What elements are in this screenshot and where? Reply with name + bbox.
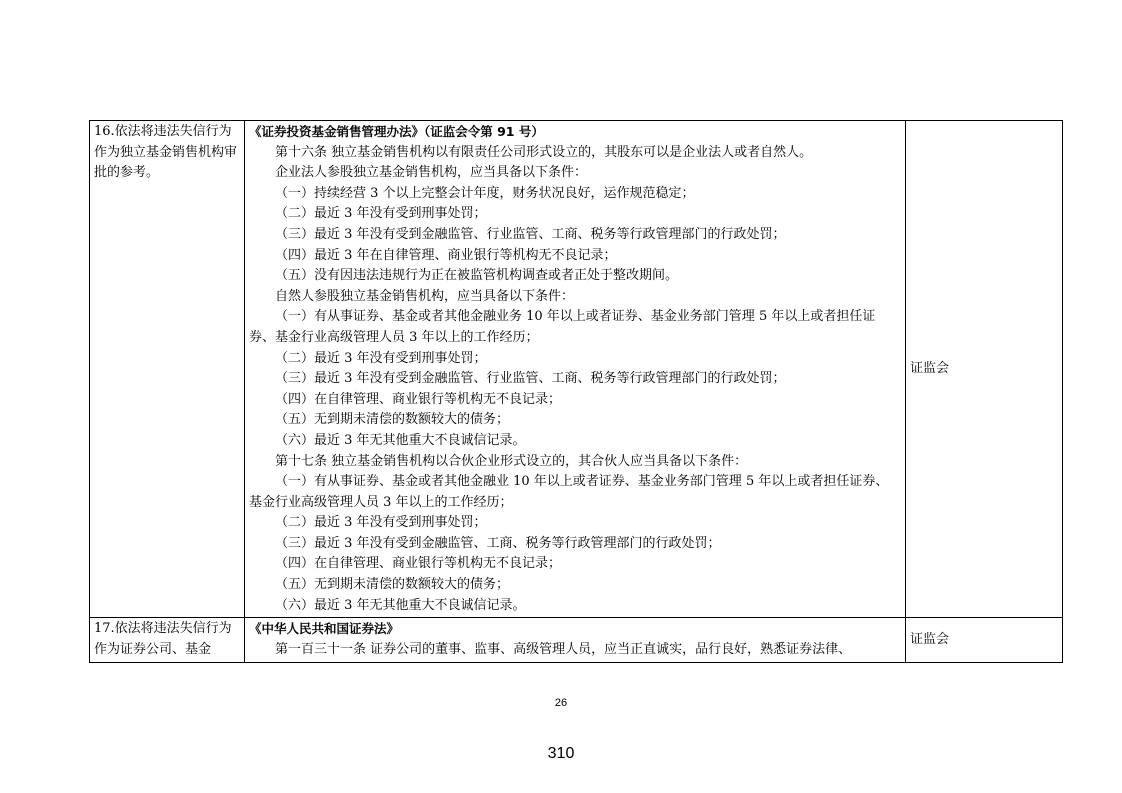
clause-line: 第十六条 独立基金销售机构以有限责任公司形式设立的，其股东可以是企业法人或者自然人。 [275,144,813,160]
item-text: 17.依法将违法失信行为作为证券公司、基金 [94,621,232,657]
regulation-table [89,120,1063,663]
item-cell [90,618,245,663]
clause-line: （五）无到期未清偿的数额较大的债务； [275,412,510,428]
clause-line: 第十七条 独立基金销售机构以合伙企业形式设立的，其合伙人应当具备以下条件： [275,453,748,469]
clause-line: （六）最近 3 年无其他重大不良诚信记录。 [275,432,526,448]
page-number: 26 [554,697,568,709]
clause-line: 自然人参股独立基金销售机构，应当具备以下条件： [275,288,575,304]
clause-line: （三）最近 3 年没有受到金融监管、行业监管、工商、税务等行政管理部门的行政处罚； [275,371,786,387]
clause-line: （三）最近 3 年没有受到金融监管、行业监管、工商、税务等行政管理部门的行政处罚； [275,226,786,242]
law-cell [245,618,906,663]
authority-cell: 证监会 [906,618,1063,663]
clause-line: （五）无到期未清偿的数额较大的债务； [275,577,510,593]
stamp-number: 310 [547,745,575,762]
clause-line: （四）在自律管理、商业银行等机构无不良记录； [275,391,562,407]
clause-line: （四）在自律管理、商业银行等机构无不良记录； [275,556,562,572]
clause-line: （一）有从事证券、基金或者其他金融业 10 年以上或者证券、基金业务部门管理 5 年以上或者担任证券、基金行业高级管理人员 3 年以上的工作经历； [249,474,889,510]
clause-line: （六）最近 3 年无其他重大不良诚信记录。 [275,597,526,613]
clause-line: （二）最近 3 年没有受到刑事处罚； [275,206,487,222]
clause-line: （二）最近 3 年没有受到刑事处罚； [275,350,487,366]
item-cell: 16.依法将违法失信行为作为独立基金销售机构审批的参考。 [90,121,245,618]
law-cell [245,121,906,618]
clause-line: （二）最近 3 年没有受到刑事处罚； [275,515,487,531]
table-row-17 [90,618,1063,663]
clause-line: （一）有从事证券、基金或者其他金融业务 10 年以上或者证券、基金业务部门管理 5 年以上或者担任证券、基金行业高级管理人员 3 年以上的工作经历； [249,309,876,345]
table-row-16 [90,121,1063,618]
clause-line: 第一百三十一条 证券公司的董事、监事、高级管理人员，应当正直诚实，品行良好，熟悉证券法律、 [275,641,852,657]
clause-line: （四）最近 3 年在自律管理、商业银行等机构无不良记录； [275,247,617,263]
authority-cell: 证监会 [906,121,1063,618]
clause-line: 企业法人参股独立基金销售机构，应当具备以下条件： [275,165,588,181]
clause-line: （一）持续经营 3 个以上完整会计年度，财务状况良好，运作规范稳定； [275,185,695,201]
law-title: 《证券投资基金销售管理办法》（证监会令第 91 号） [249,124,544,139]
clause-line: （三）最近 3 年没有受到金融监管、工商、税务等行政管理部门的行政处罚； [275,535,721,551]
law-title: 《中华人民共和国证券法》 [249,621,400,637]
clause-line: （五）没有因违法违规行为正在被监管机构调查或者正处于整改期间。 [275,268,679,284]
